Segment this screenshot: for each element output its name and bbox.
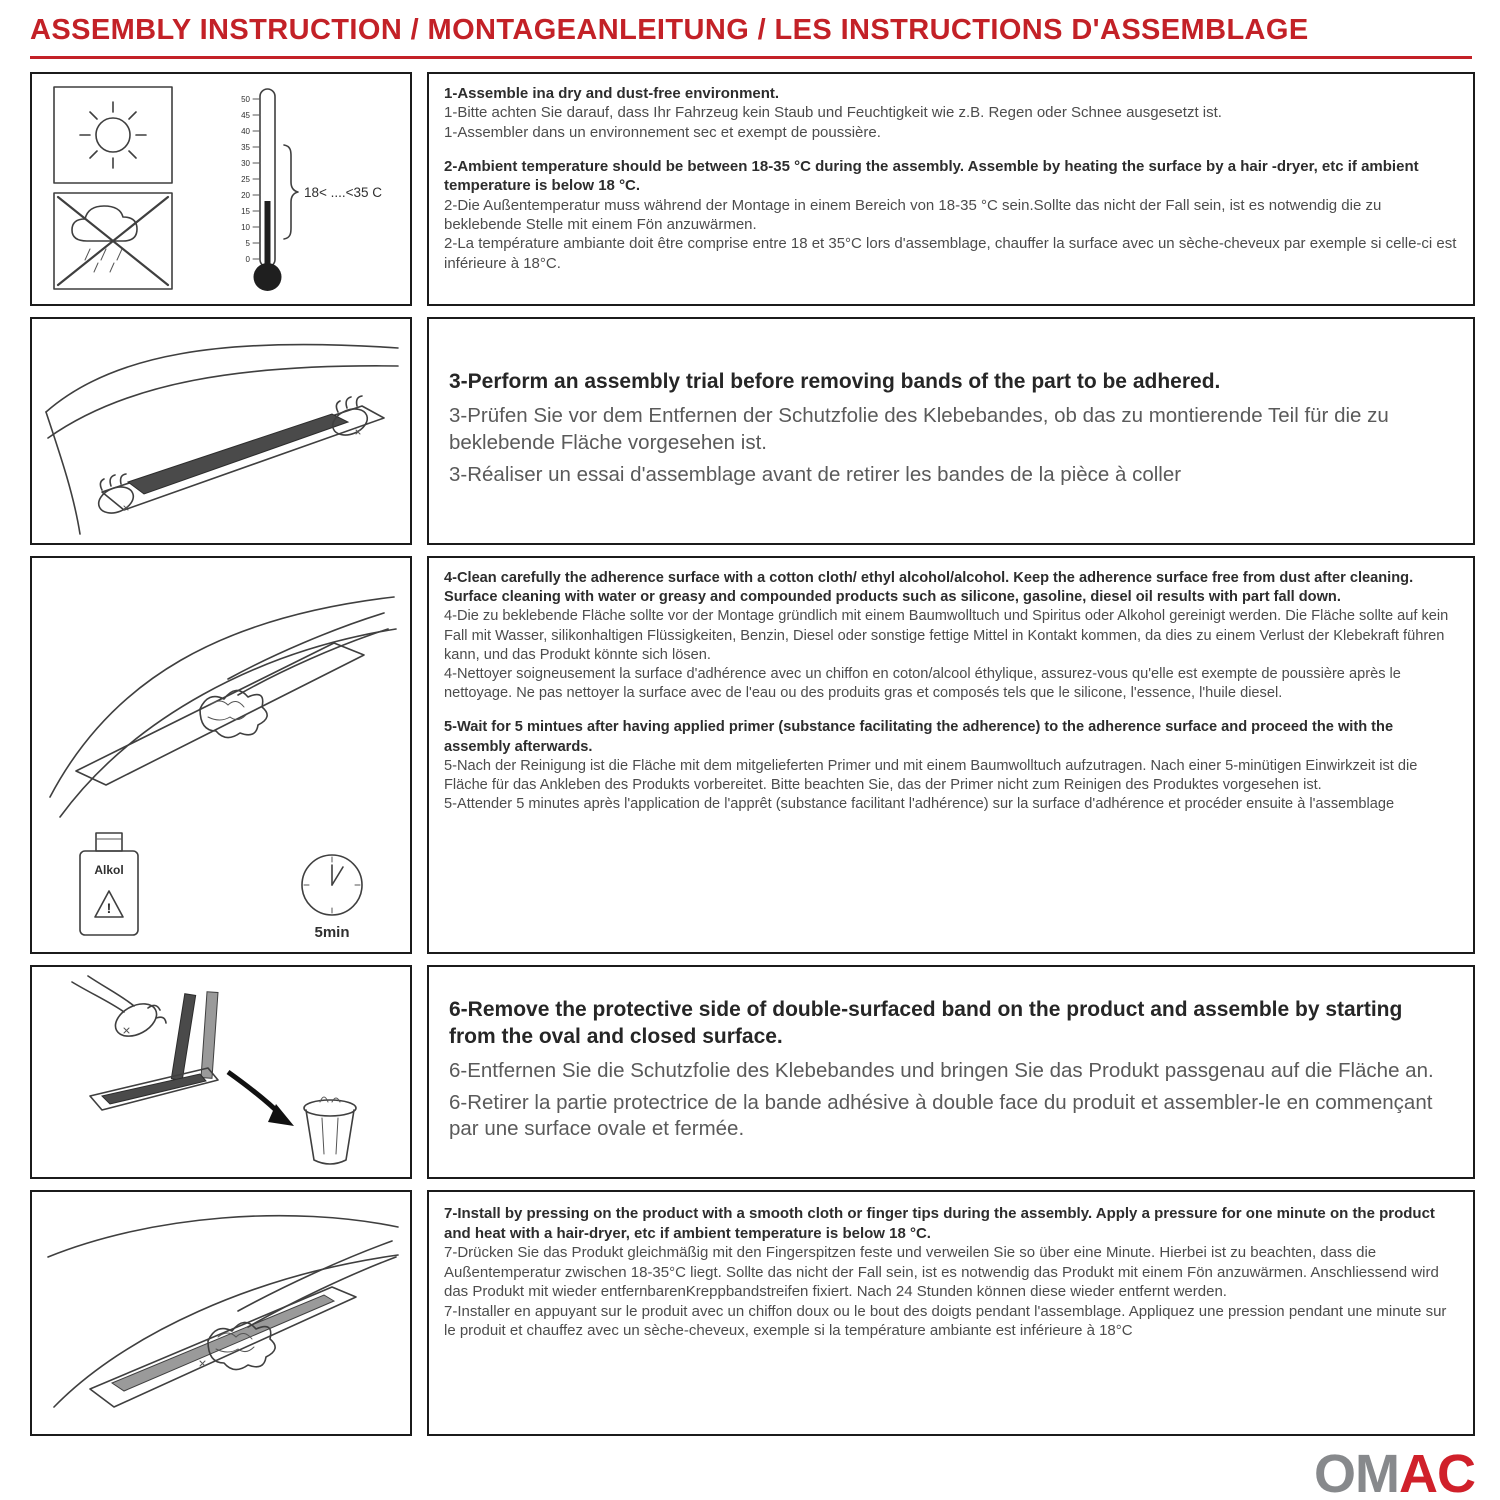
text-environment bbox=[427, 72, 1475, 306]
instruction-fr: 3-Réaliser un essai d'assemblage avant de retirer les bandes de la pièce à coller bbox=[449, 462, 1182, 486]
instruction-de: 7-Drücken Sie das Produkt gleichmäßig mit den Fingerspitzen feste und verweilen Sie so über eine Minute. Hierbei ist zu beachten, dass die Außentemperatur zwischen 18-35°C liegt. Sollte das nicht der Fall sein, ist es notwendig das Produkt mit einem Fön anzuwärmen. Anschliessend wird das Produkt mit wieder entfernbarenKreppbandstreifen fixiert. Nach 24 Stunden können diese wieder entfernt werden. bbox=[444, 1244, 1439, 1300]
instruction-de: 1-Bitte achten Sie darauf, dass Ihr Fahrzeug kein Staub und Feuchtigkeit wie z.B. Regen oder Schnee ausgesetzt ist. bbox=[444, 104, 1222, 122]
sun-icon bbox=[54, 87, 172, 183]
instruction-de: 6-Entfernen Sie die Schutzfolie des Klebebandes und bringen Sie das Produkt passgenau auf die Fläche an. bbox=[449, 1058, 1434, 1082]
header bbox=[30, 14, 1472, 59]
svg-text:5: 5 bbox=[245, 239, 250, 248]
instruction-en-bold: 2-Ambient temperature should be between 18-35 °C during the assembly. Assemble by heating the surface by a hair -dryer, etc if ambient temperature is below 18 °C. bbox=[444, 158, 1419, 195]
instruction-en-bold: 4-Clean carefully the adherence surface with a cotton cloth/ ethyl alcohol/alcohol. Keep the adherence surface free from dust after cleaning. Surface cleaning with water or greasy and compounded products such as silicone, gasoline, diesel oil results with part fall down. bbox=[444, 570, 1414, 606]
illustration-environment bbox=[30, 72, 412, 306]
text-assembly-trial bbox=[427, 317, 1475, 545]
title-underline bbox=[30, 56, 1472, 59]
instruction-de: 5-Nach der Reinigung ist die Fläche mit dem mitgelieferten Primer und mit einem Baumwolltuch aufzutragen. Nach einer 5-minütigen Einwirkzeit ist die Fläche für das Ankleben des Produkts vorbereitet. Bitte beachten Sie, das der Primer nicht zum Reinigen des Produktes vorgesehen ist. bbox=[444, 757, 1418, 793]
press-product-illustration bbox=[32, 1193, 410, 1433]
svg-text:10: 10 bbox=[241, 223, 250, 232]
illustration-press bbox=[30, 1190, 412, 1436]
svg-text:45: 45 bbox=[241, 111, 250, 120]
text-clean-surface bbox=[427, 556, 1475, 954]
alcohol-bottle-icon bbox=[80, 833, 138, 935]
instruction-en-bold: 1-Assemble ina dry and dust-free environment. bbox=[444, 85, 780, 102]
text-press bbox=[427, 1190, 1475, 1436]
section-assembly-trial bbox=[30, 317, 1475, 545]
section-press bbox=[30, 1190, 1475, 1436]
svg-text:15: 15 bbox=[241, 207, 250, 216]
instruction-de: 4-Die zu beklebende Fläche sollte vor der Montage gründlich mit einem Baumwolltuch und Spiritus oder Alkohol gereinigt werden. Die Fläche sollte auf kein Fall mit Wasser, silikonhaltigen Flüssigkeiten, Benzin, Diesel oder sonstige fettige Mittel in Kontakt kommen, da dies zu einem Verlust der Klebekraft führen kann, und das Produkt könnte sich lösen. bbox=[444, 608, 1449, 663]
instruction-fr: 1-Assembler dans un environnement sec et exempt de poussière. bbox=[444, 123, 881, 141]
instruction-en-bold: 7-Install by pressing on the product with a smooth cloth or finger tips during the assembly. Apply a pressure for one minute on the product and heat with a hair-dryer, etc if ambient temperature is below 18 °C. bbox=[444, 1205, 1435, 1242]
section-remove-band bbox=[30, 965, 1475, 1179]
page-title: ASSEMBLY INSTRUCTION / MONTAGEANLEITUNG / LES INSTRUCTIONS D'ASSEMBLAGE bbox=[30, 14, 1309, 46]
text-remove-band bbox=[427, 965, 1475, 1179]
instruction-de: 3-Prüfen Sie vor dem Entfernen der Schutzfolie des Klebebandes, ob das zu montierende Teil für die zu beklebende Fläche vorgesehen ist. bbox=[449, 403, 1389, 454]
svg-text:25: 25 bbox=[241, 175, 250, 184]
protective-strip bbox=[171, 994, 195, 1081]
trim-strip bbox=[128, 414, 348, 494]
instruction-fr: 5-Attender 5 minutes après l'application de l'apprêt (substance facilitant l'adhérence) sur la surface d'adhérence et procéder ensuite à l'assemblage bbox=[444, 796, 1395, 813]
peel-band-illustration bbox=[32, 968, 410, 1176]
instruction-fr: 6-Retirer la partie protectrice de la bande adhésive à double face du produit et assembler-le en commençant par une surface ovale et fermée. bbox=[449, 1090, 1433, 1141]
section-environment bbox=[30, 72, 1475, 306]
bottle-label: Alkol bbox=[94, 863, 124, 877]
illustration-assembly-trial bbox=[30, 317, 412, 545]
section-clean-surface bbox=[30, 556, 1475, 954]
door-sill-trial-illustration bbox=[32, 320, 410, 542]
thermometer-icon bbox=[241, 89, 382, 291]
instruction-fr: 7-Installer en appuyant sur le produit avec un chiffon doux ou le bout des doigts pendant l'assemblage. Appliquez une pression pendant une minute sur le produit et chauffez avec un sèche-cheveux, exemple si la température ambiante est inférieure à 18°C bbox=[444, 1302, 1447, 1339]
svg-text:0: 0 bbox=[245, 255, 250, 264]
door-sill bbox=[76, 643, 364, 785]
svg-text:35: 35 bbox=[241, 143, 250, 152]
right-hand bbox=[329, 396, 371, 440]
clock-label: 5min bbox=[314, 924, 350, 941]
instruction-fr: 4-Nettoyer soigneusement la surface d'adhérence avec un chiffon en coton/alcool éthylique, assurez-vous qu'elle est exempte de poussière après le nettoyage. Ne pas nettoyer la surface avec de l'eau ou des produits gras et composés tels que le silicone, l'essence, l'huile diesel. bbox=[444, 665, 1401, 702]
no-rain-icon bbox=[54, 193, 172, 289]
illustration-clean-surface bbox=[30, 556, 412, 954]
svg-text:40: 40 bbox=[241, 127, 250, 136]
protective-strip bbox=[201, 992, 218, 1079]
svg-text:20: 20 bbox=[241, 191, 250, 200]
range-brace bbox=[284, 145, 298, 239]
peeling-hand bbox=[72, 976, 166, 1043]
environment-illustration bbox=[32, 75, 410, 303]
clock-icon bbox=[302, 855, 362, 941]
instruction-en-bold: 6-Remove the protective side of double-surfaced band on the product and assemble by starting from the oval and closed surface. bbox=[449, 997, 1403, 1049]
logo-gray-part: OM bbox=[1314, 1444, 1399, 1500]
temperature-range-label: 18< ....<35 C bbox=[304, 185, 383, 200]
svg-text:30: 30 bbox=[241, 159, 250, 168]
trash-can-icon bbox=[304, 1097, 356, 1164]
cleaning-illustration bbox=[32, 559, 410, 951]
omac-logo bbox=[0, 1444, 1475, 1500]
instruction-de: 2-Die Außentemperatur muss während der Montage in einem Bereich von 18-35 °C sein.Sollte das nicht der Fall sein, ist es notwendig die zu beklebende Stelle mit einem Fön anzuwärmen. bbox=[444, 196, 1382, 234]
thermometer-scale bbox=[241, 95, 260, 264]
warning-mark: ! bbox=[106, 900, 112, 916]
instruction-en-bold: 5-Wait for 5 mintues after having applied primer (substance facilitating the adherence) to the adherence surface and proceed the with the assembly afterwards. bbox=[444, 719, 1394, 755]
svg-text:50: 50 bbox=[241, 95, 250, 104]
logo-red-part: AC bbox=[1399, 1444, 1475, 1500]
trim-strip bbox=[112, 1295, 334, 1391]
wiping-hand bbox=[200, 613, 388, 738]
illustration-remove-band bbox=[30, 965, 412, 1179]
instruction-fr: 2-La température ambiante doit être comprise entre 18 et 35°C lors d'assemblage, chauffer la surface avec un sèche-cheveux par exemple si celle-ci est inférieure à 18°C. bbox=[444, 235, 1457, 272]
instruction-en-bold: 3-Perform an assembly trial before removing bands of the part to be adhered. bbox=[449, 370, 1221, 394]
